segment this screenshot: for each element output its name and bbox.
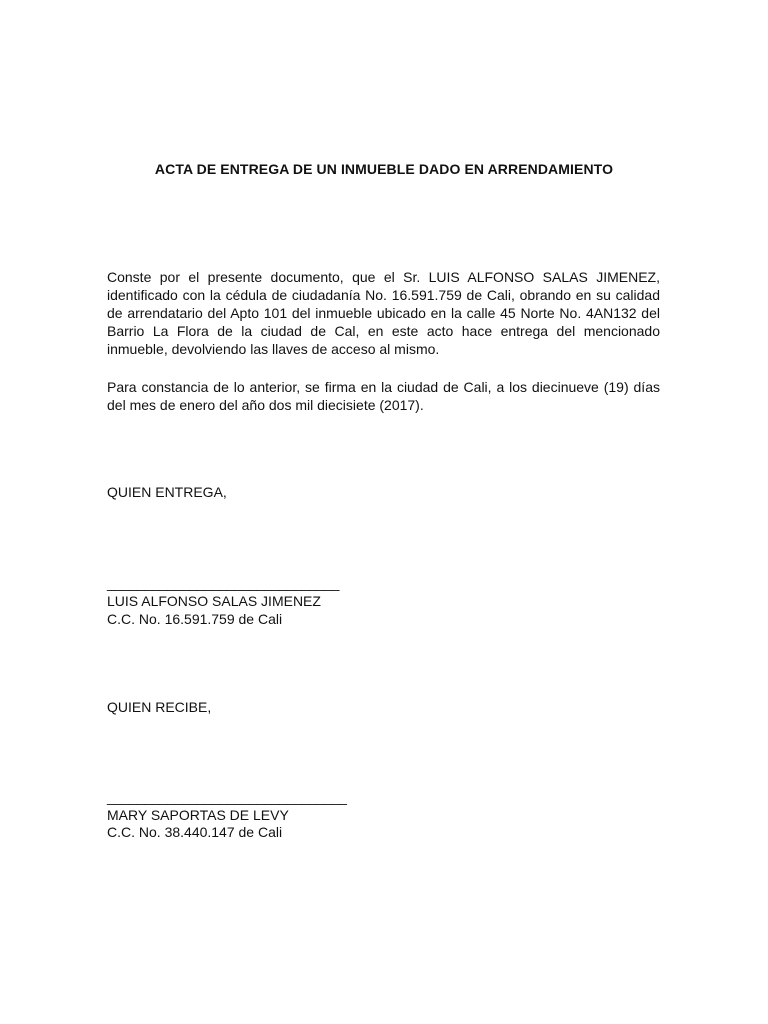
deliverer-label: QUIEN ENTREGA, xyxy=(107,484,227,500)
receiver-name: MARY SAPORTAS DE LEVY xyxy=(107,807,289,823)
receiver-signature-line: ________________________________ xyxy=(107,789,347,805)
receiver-id: C.C. No. 38.440.147 de Cali xyxy=(107,824,283,840)
deliverer-name: LUIS ALFONSO SALAS JIMENEZ xyxy=(107,593,321,609)
body-paragraph-1: Conste por el presente documento, que el Sr. LUIS ALFONSO SALAS JIMENEZ, identificado con la cédula de ciudadanía No. 16.591.759 de Cali, obrando en su calidad de arrendatario del Apto 101 del inmueble ubicado en la calle 45 Norte No. 4AN132 del Barrio La Flora de la ciudad de Cal, en este acto hace entrega del mencionado inmueble, devolviendo las llaves de acceso al mismo. xyxy=(107,269,660,357)
receiver-label: QUIEN RECIBE, xyxy=(107,699,212,715)
deliverer-id: C.C. No. 16.591.759 de Cali xyxy=(107,611,283,627)
document-title: ACTA DE ENTREGA DE UN INMUEBLE DADO EN ARRENDAMIENTO xyxy=(154,161,614,177)
deliverer-signature-line: _______________________________ xyxy=(107,575,340,591)
body-paragraph-2: Para constancia de lo anterior, se firma en la ciudad de Cali, a los diecinueve (19) días del mes de enero del año dos mil diecisiete (2017). xyxy=(107,379,660,413)
